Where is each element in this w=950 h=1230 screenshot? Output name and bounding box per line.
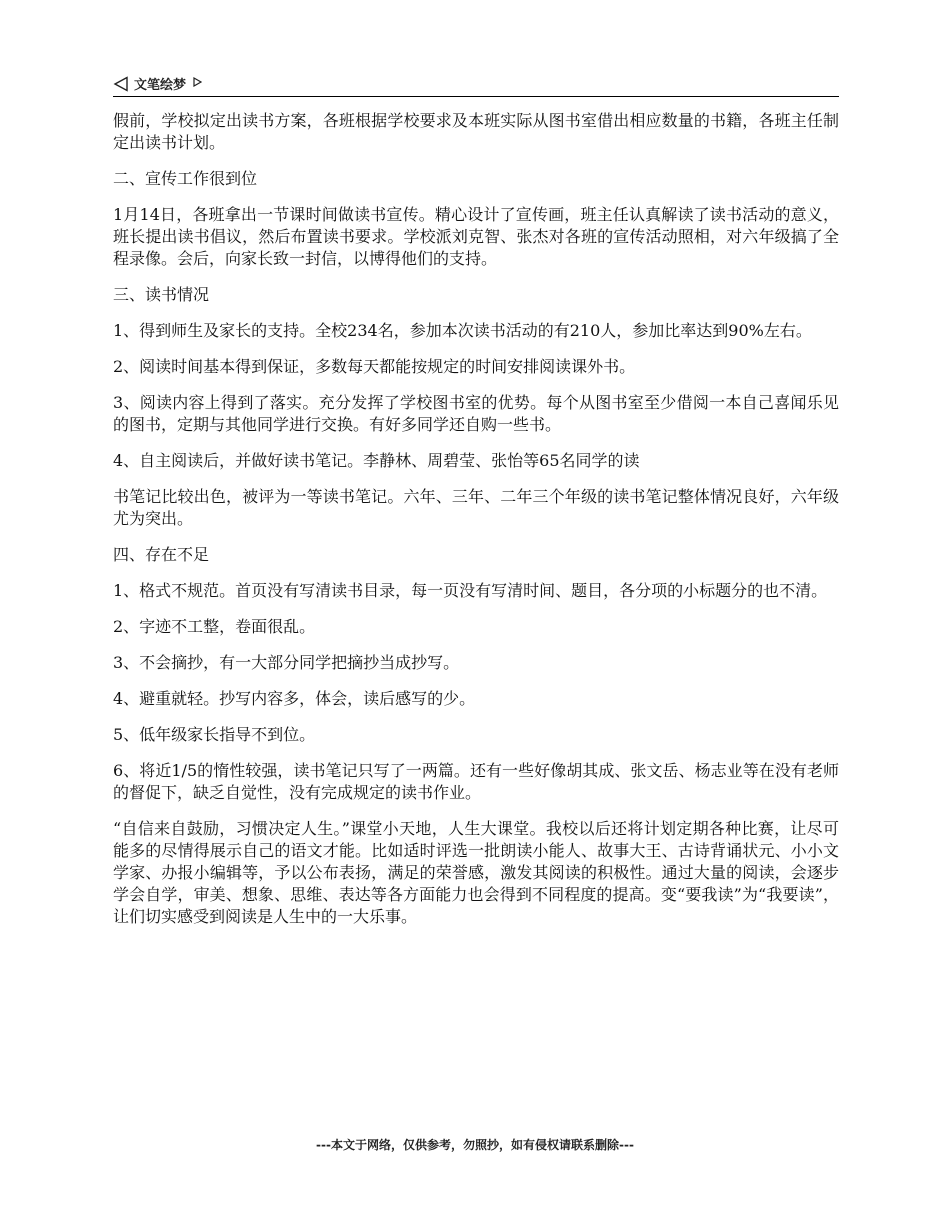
paragraph-shortcoming-5: 5、低年级家长指导不到位。: [113, 725, 316, 744]
triangle-right-outline-icon: [193, 77, 202, 87]
paragraph-shortcoming-3: 3、不会摘抄，有一大部分同学把摘抄当成抄写。: [113, 653, 460, 672]
paragraph-reading-4: 4、自主阅读后，并做好读书笔记。李静林、周碧莹、张怡等65名同学的读: [113, 451, 640, 470]
paragraph-conclusion: “自信来自鼓励，习惯决定人生。”课堂小天地，人生大课堂。我校以后还将计划定期各种比赛，让尽可能多的尽情得展示自己的语文才能。比如适时评选一批朗读小能人、故事大王、古诗背诵状元、小小文学家、办报小编辑等，予以公布表扬，满足的荣誉感，激发其阅读的积极性。通过大量的阅读，会逐步学会自学，审美、想象、思维、表达等各方面能力也会得到不同程度的提高。变“要我读”为“我要读”，让们切实感受到阅读是人生中的一大乐事。: [113, 819, 839, 926]
page-header: [113, 72, 839, 97]
brand: [113, 74, 202, 93]
section-heading-publicity: 二、宣传工作很到位: [113, 169, 258, 188]
footer-disclaimer: ---本文于网络，仅供参考，勿照抄，如有侵权请联系删除---: [316, 1138, 634, 1152]
document-body: [113, 110, 839, 942]
paragraph-reading-3: 3、阅读内容上得到了落实。充分发挥了学校图书室的优势。每个从图书室至少借阅一本自己喜闻乐见的图书，定期与其他同学进行交换。有好多同学还自购一些书。: [113, 393, 839, 434]
paragraph-reading-2: 2、阅读时间基本得到保证，多数每天都能按规定的时间安排阅读课外书。: [113, 357, 636, 376]
section-heading-shortcomings: 四、存在不足: [113, 545, 210, 564]
section-heading-reading: 三、读书情况: [113, 285, 210, 304]
brand-name: 文笔绘梦: [134, 78, 187, 93]
paragraph-shortcoming-4: 4、避重就轻。抄写内容多，体会，读后感写的少。: [113, 689, 476, 708]
triangle-left-outline-icon: [113, 76, 129, 92]
paragraph-intro: 假前，学校拟定出读书方案，各班根据学校要求及本班实际从图书室借出相应数量的书籍，各班主任制定出读书计划。: [113, 111, 839, 152]
paragraph-publicity: 1月14日，各班拿出一节课时间做读书宣传。精心设计了宣传画，班主任认真解读了读书活动的意义，班长提出读书倡议，然后布置读书要求。学校派刘克智、张杰对各班的宣传活动照相，对六年级搞了全程录像。会后，向家长致一封信，以博得他们的支持。: [113, 205, 839, 268]
paragraph-reading-4-cont: 书笔记比较出色，被评为一等读书笔记。六年、三年、二年三个年级的读书笔记整体情况良好，六年级尤为突出。: [113, 487, 839, 528]
paragraph-shortcoming-1: 1、格式不规范。首页没有写清读书目录，每一页没有写清时间、题目，各分项的小标题分的也不清。: [113, 581, 828, 600]
paragraph-shortcoming-6: 6、将近1/5的惰性较强，读书笔记只写了一两篇。还有一些好像胡其成、张文岳、杨志业等在没有老师的督促下，缺乏自觉性，没有完成规定的读书作业。: [113, 761, 839, 802]
paragraph-reading-1: 1、得到师生及家长的支持。全校234名，参加本次读书活动的有210人，参加比率达到90%左右。: [113, 321, 812, 340]
paragraph-shortcoming-2: 2、字迹不工整，卷面很乱。: [113, 617, 316, 636]
